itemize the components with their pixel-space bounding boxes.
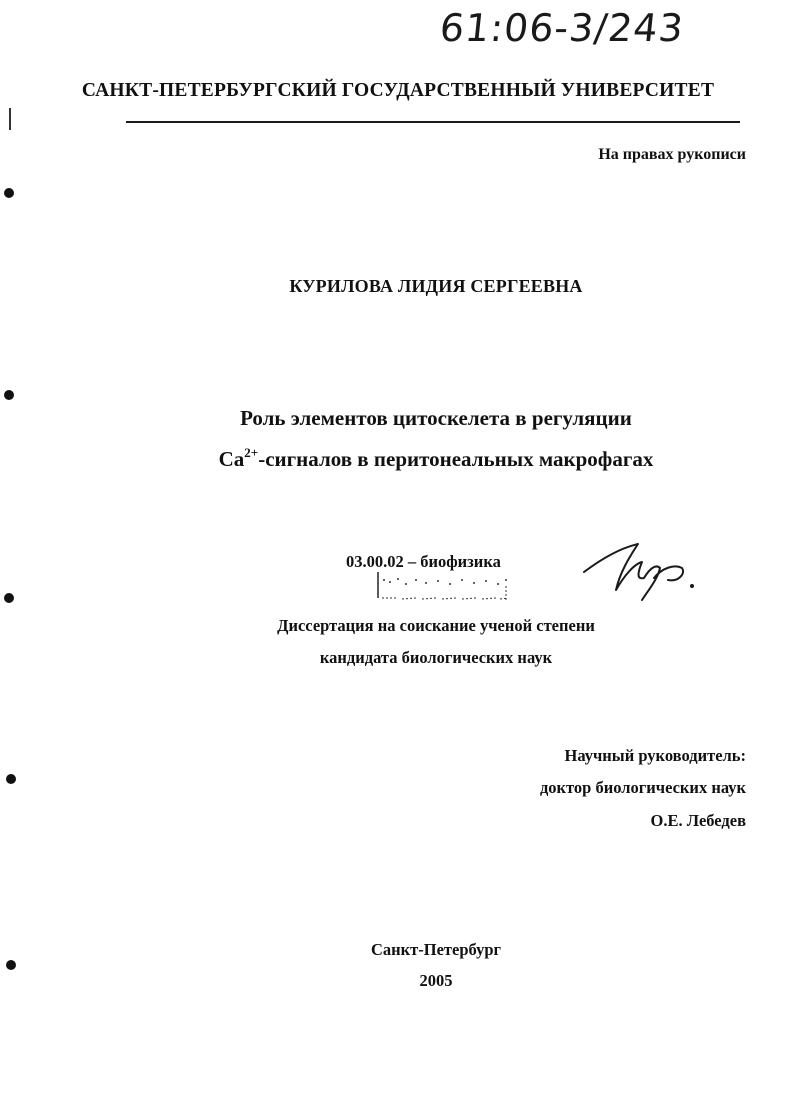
stamp-mark (376, 568, 510, 604)
city: Санкт-Петербург (370, 940, 502, 959)
manuscript-note: На правах рукописи (598, 146, 746, 163)
punch-hole-5 (6, 960, 16, 970)
supervisor-label: Научный руководитель: (564, 746, 746, 765)
punch-hole-1 (4, 188, 14, 198)
punch-hole-4 (6, 774, 16, 784)
archive-code-handwritten: 61:06-3/243 (437, 6, 687, 50)
header-rule (126, 121, 740, 123)
dissertation-title-line-1: Роль элементов цитоскелета в регуляции (240, 406, 632, 430)
supervisor-signature (580, 538, 700, 604)
year: 2005 (419, 971, 453, 990)
supervisor-name: О.Е. Лебедев (650, 811, 746, 830)
specialty-code: 03.00.02 – биофизика (346, 552, 501, 571)
supervisor-degree: доктор биологических наук (539, 778, 746, 797)
author-name: КУРИЛОВА ЛИДИЯ СЕРГЕЕВНА (289, 276, 583, 296)
degree-line-1: Диссертация на соискание ученой степени (277, 616, 595, 635)
punch-hole-2 (4, 390, 14, 400)
title-ca: Ca (218, 447, 245, 471)
scan-artifact-line (9, 108, 11, 130)
dissertation-title-line-2 (0, 447, 796, 472)
punch-hole-3 (4, 593, 14, 603)
title-superscript: 2+ (244, 445, 259, 460)
degree-line-2: кандидата биологических наук (319, 648, 553, 667)
university-name: САНКТ-ПЕТЕРБУРГСКИЙ ГОСУДАРСТВЕННЫЙ УНИВЕРСИТЕТ (81, 80, 715, 101)
title-rest: -сигналов в перитонеальных макрофагах (258, 447, 654, 471)
